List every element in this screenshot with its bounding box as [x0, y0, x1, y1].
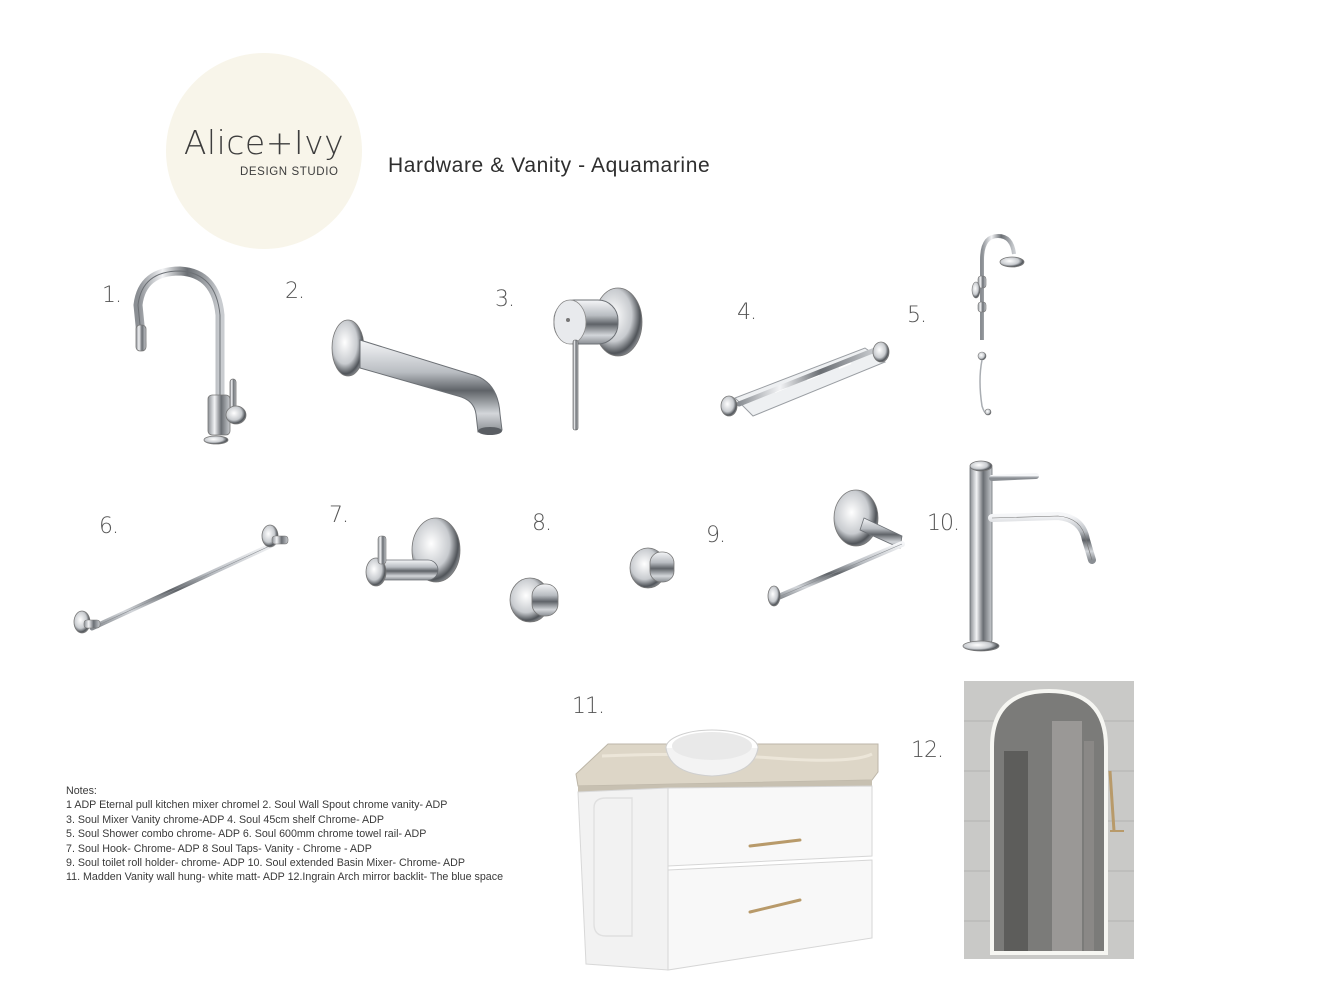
notes-line: 7. Soul Hook- Chrome- ADP 8 Soul Taps- Vanity - Chrome - ADP — [66, 842, 372, 855]
item-number-1: 1. — [102, 283, 121, 308]
item-number-7: 7. — [329, 503, 348, 528]
notes-line: 3. Soul Mixer Vanity chrome-ADP 4. Soul 45cm shelf Chrome- ADP — [66, 813, 384, 826]
logo-subtitle: DESIGN STUDIO — [240, 166, 339, 178]
wall-mixer-icon — [548, 286, 648, 434]
logo-brand: Alice+Ivy — [183, 123, 345, 162]
item-number-10: 10. — [927, 511, 959, 536]
item-number-11: 11. — [572, 694, 604, 719]
logo — [166, 53, 362, 249]
vanity-icon — [572, 724, 882, 974]
notes-line: 1 ADP Eternal pull kitchen mixer chromel 2. Soul Wall Spout chrome vanity- ADP — [66, 799, 448, 812]
notes-line: 5. Soul Shower combo chrome- ADP 6. Soul 600mm chrome towel rail- ADP — [66, 828, 427, 841]
wall-spout-icon — [330, 318, 510, 438]
notes-line: 11. Madden Vanity wall hung- white matt- ADP 12.Ingrain Arch mirror backlit- The blue space — [66, 871, 504, 884]
toilet-roll-holder-icon — [764, 488, 914, 612]
item-number-8: 8. — [532, 511, 551, 536]
notes-line: 9. Soul toilet roll holder- chrome- ADP 10. Soul extended Basin Mixer- Chrome- ADP — [66, 857, 465, 870]
basin-mixer-icon — [962, 456, 1098, 654]
item-number-9: 9. — [706, 523, 725, 548]
item-number-5: 5. — [907, 303, 926, 328]
item-number-2: 2. — [285, 279, 304, 304]
wall-taps-icon — [508, 542, 680, 626]
arch-mirror-icon — [964, 681, 1134, 959]
shower-combo-icon — [968, 230, 1028, 422]
item-number-3: 3. — [495, 287, 514, 312]
item-number-4: 4. — [737, 300, 756, 325]
notes-heading: Notes: — [66, 785, 97, 797]
robe-hook-icon — [360, 514, 464, 596]
notes — [66, 784, 503, 885]
shelf-icon — [715, 328, 895, 428]
item-number-12: 12. — [911, 738, 943, 763]
page-title: Hardware & Vanity - Aquamarine — [388, 154, 711, 177]
towel-rail-icon — [70, 524, 292, 642]
item-number-6: 6. — [99, 514, 118, 539]
kitchen-mixer-icon — [128, 265, 258, 450]
